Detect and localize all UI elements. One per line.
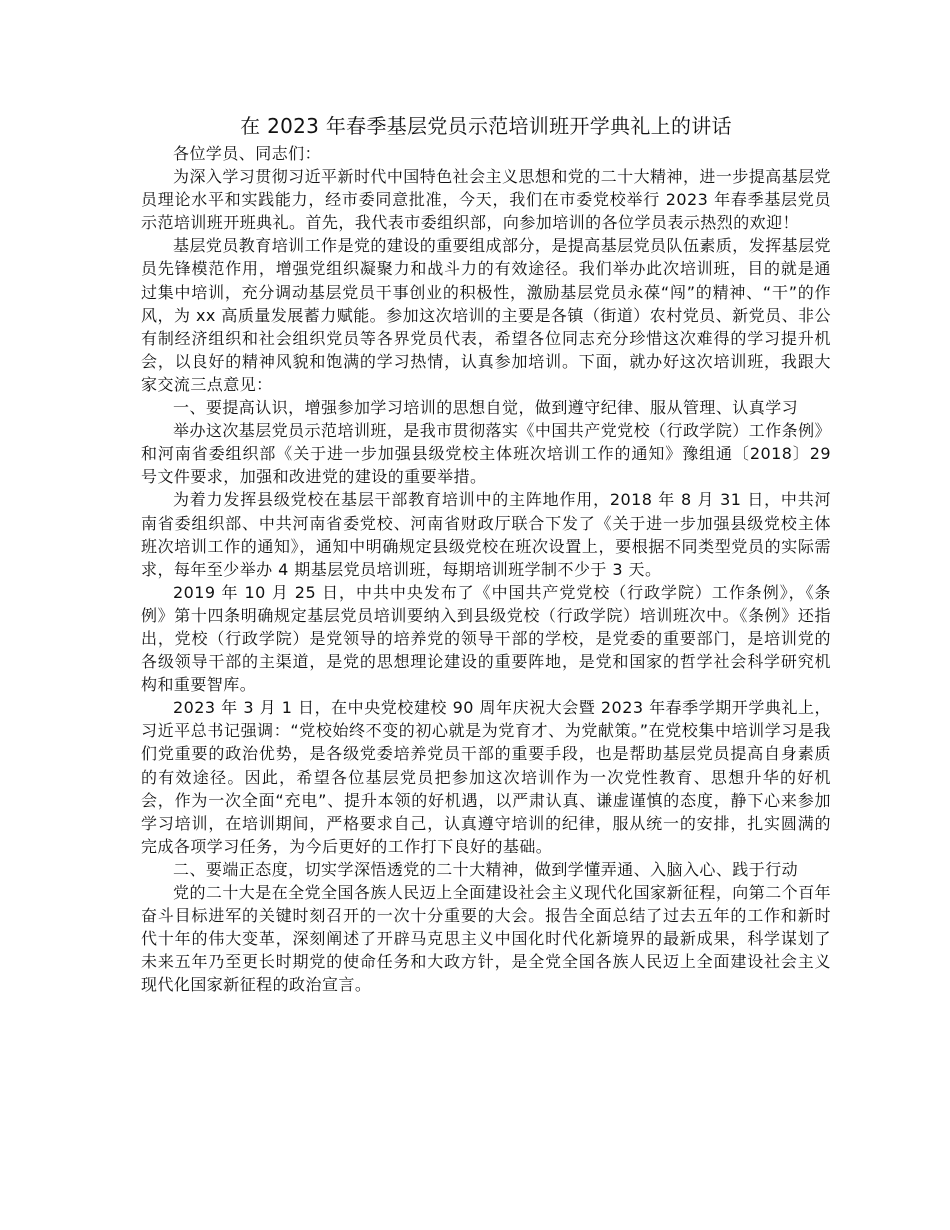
salutation: 各位学员、同志们： (173, 144, 322, 163)
paragraph-background: 基层党员教育培训工作是党的建设的重要组成部分，是提高基层党员队伍素质，发挥基层党员先锋模范作用，增强党组织凝聚力和战斗力的有效途径。我们举办此次培训班，目的就是通过集中培训，充分调动基层党员干事创业的积极性，激励基层党员永葆“闯”的精神、“干”的作风，为 xx 高质量发展蓄力赋能。参加这次培训的主要是各镇（街道）农村党员、新党员、非公有制经济组织和社会组织党员等各界党员代表，希望各位同志充分珍惜这次难得的学习提升机会，以良好的精神风貌和饱满的学习热情，认真参加培训。下面，就办好这次培训班，我跟大家交流三点意见： (141, 236, 832, 394)
section-heading-1: 一、要提高认识，增强参加学习培训的思想自觉，做到遵守纪律、服从管理、认真学习 (173, 398, 799, 418)
paragraph-intro: 为深入学习贯彻习近平新时代中国特色社会主义思想和党的二十大精神，进一步提高基层党员理论水平和实践能力，经市委同意批准，今天，我们在市委党校举行 2023 年春季基层党员示范培训班开班典礼。首先，我代表市委组织部，向参加培训的各位学员表示热烈的欢迎！ (141, 167, 832, 233)
paragraph-section-1a: 举办这次基层党员示范培训班，是我市贯彻落实《中国共产党党校（行政学院）工作条例》和河南省委组织部《关于进一步加强县级党校主体班次培训工作的通知》豫组通〔2018〕29 号文件要求，加强和改进党的建设的重要举措。 (141, 421, 832, 487)
paragraph-section-1c: 2019 年 10 月 25 日，中共中央发布了《中国共产党党校（行政学院）工作条例》，《条例》第十四条明确规定基层党员培训要纳入到县级党校（行政学院）培训班次中。《条例》还指出，党校（行政学院）是党领导的培养党的领导干部的学校，是党委的重要部门，是培训党的各级领导干部的主渠道，是党的思想理论建设的重要阵地，是党和国家的哲学社会科学研究机构和重要智库。 (141, 582, 831, 695)
paragraph-section-1b: 为着力发挥县级党校在基层干部教育培训中的主阵地作用，2018 年 8 月 31 日，中共河南省委组织部、中共河南省委党校、河南省财政厅联合下发了《关于进一步加强县级党校主体班次培训工作的通知》，通知中明确规定县级党校在班次设置上，要根据不同类型党员的实际需求，每年至少举办 4 期基层党员培训班，每期培训班学制不少于 3 天。 (141, 490, 831, 579)
paragraph-section-1d: 2023 年 3 月 1 日，在中央党校建校 90 周年庆祝大会暨 2023 年春季学期开学典礼上，习近平总书记强调：“党校始终不变的初心就是为党育才、为党献策。”在党校集中培训学习是我们党重要的政治优势，是各级党委培养党员干部的重要手段，也是帮助基层党员提高自身素质的有效途径。因此，希望各位基层党员把参加这次培训作为一次党性教育、思想升华的好机会，作为一次全面“充电”、提升本领的好机遇，以严肃认真、谦虚谨慎的态度，静下心来参加学习培训，在培训期间，严格要求自己，认真遵守培训的纪律，服从统一的安排，扎实圆满的完成各项学习任务，为今后更好的工作打下良好的基础。 (141, 698, 831, 856)
section-heading-2: 二、要端正态度，切实学深悟透党的二十大精神，做到学懂弄通、入脑入心、践于行动 (173, 859, 799, 879)
document-title: 在 2023 年春季基层党员示范培训班开学典礼上的讲话 (240, 114, 732, 138)
paragraph-section-2a: 党的二十大是在全党全国各族人民迈上全面建设社会主义现代化国家新征程，向第二个百年奋斗目标进军的关键时刻召开的一次十分重要的大会。报告全面总结了过去五年的工作和新时代十年的伟大变革，深刻阐述了开辟马克思主义中国化时代化新境界的最新成果，科学谋划了未来五年乃至更长时期党的使命任务和大政方针，是全党全国各族人民迈上全面建设社会主义现代化国家新征程的政治宣言。 (141, 883, 832, 995)
document-body (141, 112, 831, 996)
